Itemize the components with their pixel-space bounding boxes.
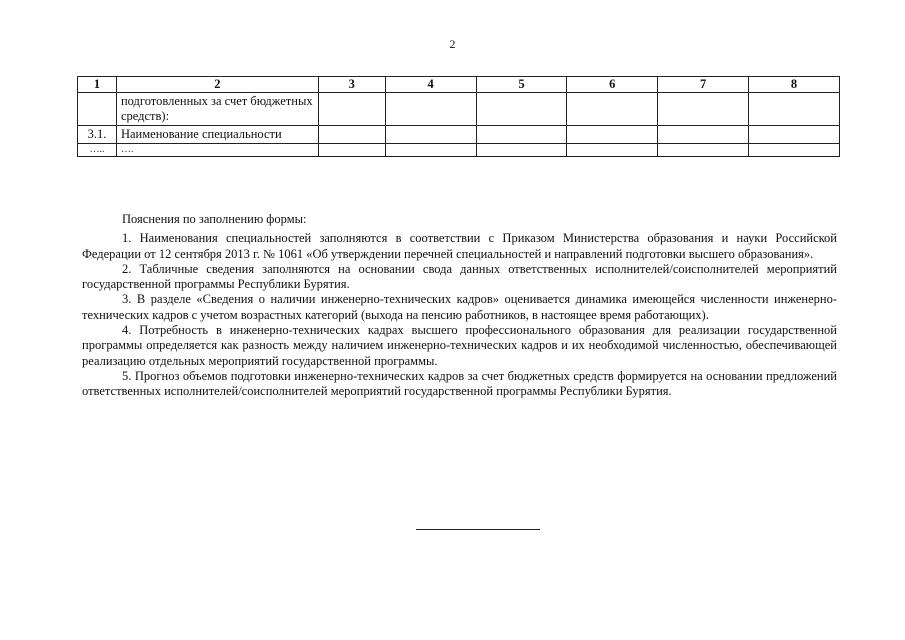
table-cell bbox=[749, 93, 840, 126]
note-paragraph: 4. Потребность в инженерно-технических кадрах высшего профессионального образования для реализации государственной программы определяется как разность между наличием инженерно-технических кадров и их необходимой численностью, обеспечивающей реализацию отдельных мероприятий государственной программы. bbox=[82, 323, 837, 368]
table-row bbox=[78, 93, 840, 126]
table-cell bbox=[318, 126, 385, 144]
notes-heading: Пояснения по заполнению формы: bbox=[122, 212, 307, 226]
page-number: 2 bbox=[449, 37, 456, 51]
table-cell bbox=[749, 144, 840, 157]
notes-section bbox=[82, 212, 837, 400]
table-cell bbox=[318, 93, 385, 126]
table-cell bbox=[385, 144, 476, 157]
table-row bbox=[78, 126, 840, 144]
note-paragraph: 5. Прогноз объемов подготовки инженерно-технических кадров за счет бюджетных средств формируется на основании предложений ответственных исполнителей/соисполнителей мероприятий государственной программы Республики Бурятия. bbox=[82, 368, 837, 399]
column-header: 2 bbox=[116, 77, 318, 93]
column-header: 6 bbox=[567, 77, 658, 93]
table-cell bbox=[385, 93, 476, 126]
row-number-cell: ….. bbox=[78, 144, 117, 157]
row-name-cell: подготовленных за счет бюджетных средств): bbox=[116, 93, 318, 126]
table-cell bbox=[658, 93, 749, 126]
note-paragraph: 2. Табличные сведения заполняются на основании свода данных ответственных исполнителей/соисполнителей мероприятий государственной программы Республики Бурятия. bbox=[82, 261, 837, 292]
column-header: 5 bbox=[476, 77, 567, 93]
table-cell bbox=[476, 93, 567, 126]
row-name-cell: …. bbox=[116, 144, 318, 157]
table-cell bbox=[476, 144, 567, 157]
table-cell bbox=[658, 126, 749, 144]
table-row bbox=[78, 144, 840, 157]
row-number-cell: 3.1. bbox=[78, 126, 117, 144]
table-cell bbox=[318, 144, 385, 157]
table-cell bbox=[567, 144, 658, 157]
column-header: 1 bbox=[78, 77, 117, 93]
row-name-cell: Наименование специальности bbox=[116, 126, 318, 144]
column-header: 4 bbox=[385, 77, 476, 93]
column-header: 3 bbox=[318, 77, 385, 93]
column-header: 8 bbox=[749, 77, 840, 93]
row-number-cell bbox=[78, 93, 117, 126]
closing-rule bbox=[416, 529, 540, 530]
table-cell bbox=[749, 126, 840, 144]
column-header: 7 bbox=[658, 77, 749, 93]
note-paragraph: 3. В разделе «Сведения о наличии инженерно-технических кадров» оценивается динамика имеющейся численности инженерно-технических кадров с учетом возрастных категорий (выхода на пенсию работников, в настоящее время работающих). bbox=[82, 292, 837, 322]
data-table bbox=[77, 76, 840, 157]
table-header-row bbox=[78, 77, 840, 93]
note-paragraph: 1. Наименования специальностей заполняются в соответствии с Приказом Министерства образования и науки Российской Федерации от 12 сентября 2013 г. № 1061 «Об утверждении перечней специальностей и направлений подготовки высшего образования». bbox=[82, 231, 837, 261]
table-cell bbox=[567, 126, 658, 144]
table-cell bbox=[658, 144, 749, 157]
table-cell bbox=[476, 126, 567, 144]
table-cell bbox=[567, 93, 658, 126]
table-cell bbox=[385, 126, 476, 144]
